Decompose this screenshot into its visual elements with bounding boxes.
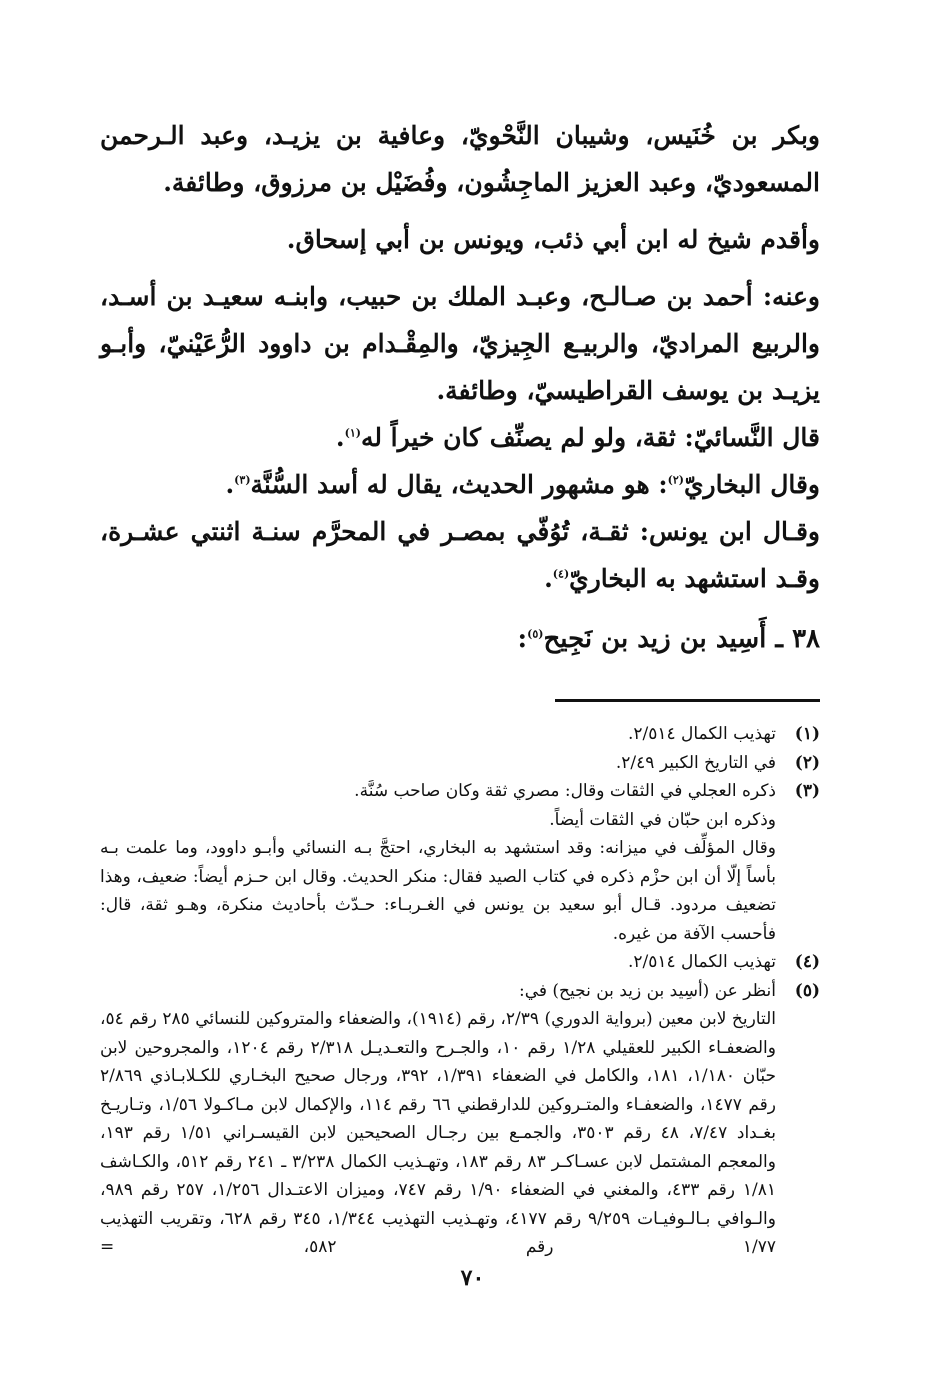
footnote-separator (555, 699, 820, 702)
footnote-5 (100, 977, 820, 1262)
footnote-number: (١) (794, 724, 820, 744)
footnote-2 (100, 749, 820, 778)
footnote-1 (100, 720, 820, 749)
footnote-number: (٤) (794, 952, 820, 972)
book-page (100, 112, 820, 1262)
paragraph-ibn-yunus: وقـال ابن يونس: ثقـة، تُوُفّي بمصـر في المحرَّم سنـة اثنتي عشـرة، وقـد استشهد به البخاريّ$^{(٤)}$. (100, 517, 820, 593)
paragraph-nasai: قال النَّسائيّ: ثقة، ولو لم يصنِّف كان خيراً له$^{(١)}$. (335, 423, 820, 452)
bukhari-quote-a: وقال البخاريّ (683, 470, 820, 499)
footnote-number: (٣) (794, 781, 820, 801)
paragraph-oldest-shaykh: وأقدم شيخ له ابن أبي ذئب، ويونس بن أبي إسحاق. (286, 225, 820, 254)
footnotes (100, 720, 820, 1262)
footnote-ref-1[interactable]: (١) (344, 426, 361, 440)
footnote-text: تهذيب الكمال ٢/٥١٤. (627, 952, 776, 972)
paragraph-students: وعنه: أحمد بن صـالـح، وعبـد الملك بن حبيب، وابنـه سعيـد بن أسـد، والربيع المراديّ، والربيـع الجِيزيّ، والمِقْـدام بن داوود الرُّعَيْنيّ، وأبـو يزيـد بن يوسف القراطيسيّ، وطائفة. (100, 282, 820, 405)
footnote-number: (٢) (794, 752, 820, 773)
entry-heading-text: ٣٨ ـ أَسِيد بن زيد بن نَجِيح (543, 624, 820, 654)
paragraph-bukhari: وقال البخاريّ$^{(٢)}$: هو مشهور الحديث، يقال له أسد السُّنَّة$^{(٣)}$. (225, 470, 820, 499)
footnote-3 (100, 777, 820, 948)
footnote-sources: التاريخ لابن معين (برواية الدوري) ٢/٣٩، رقم (١٩١٤)، والضعفاء والمتروكين للنسائي ٢٨٥ رقم ٥٤، والضعفـاء الكبير للعقيلي ١/٢٨ رقم ١٠، والجـرح والتعـديـل ٢/٣١٨ رقم ١٢٠٤، والمجروحين لابن حبّان ١/١٨٠، ١٨١، والكامل في الضعفاء ١/٣٩١، ٣٩٢، ورجال صحيح البخـاري للكـلابـاذي ٢/٨٦٩ رقم ١٤٧٧، والضعفـاء والمتـروكين للدارقطني ٦٦ رقم ١١٤، والإكمال لابن مـاكـولا ١/٥٦، وتـاريـخ بغـداد ٧/٤٧، ٤٨ رقم ٣٥٠٣، والجمـع بين رجـال الصحيحين لابن القيسـراني ١/٥١ رقم ١٩٣، والمعجم المشتمل لابن عسـاكـر ٨٣ رقم ١٨٣، وتهـذيب الكمال ٣/٢٣٨ ـ ٢٤١ رقم ٥١٢، والكـاشف ١/٨١ رقم ٤٣٣، والمغني في الضعفاء ١/٩٠ رقم ٧٤٧، وميزان الاعتـدال ١/٢٥٦، ٢٥٧ رقم ٩٨٩، والـوافي بـالـوفيـات ٩/٢٥٩ رقم ٤١٧٧، وتهـذيب التهذيب ١/٣٤٤، ٣٤٥ رقم ٦٢٨، وتقريب التهذيب ١/٧٧ رقم ٥٨٢، = (100, 1009, 777, 1257)
footnote-ref-3[interactable]: (٣) (234, 473, 251, 487)
footnote-text: أنظر عن (أسِيد بن زيد بن نجيح) في: (518, 980, 776, 1001)
nasai-quote: قال النَّسائيّ: ثقة، ولو لم يصنِّف كان خيراً له (360, 423, 820, 452)
entry-heading-38: ٣٨ ـ أَسِيد بن زيد بن نَجِيح$^{(٥)}$: (517, 624, 820, 654)
page-number: ٧٠ (460, 1265, 485, 1291)
footnote-4 (100, 948, 820, 977)
footnote-ref-5[interactable]: (٥) (527, 627, 544, 641)
paragraph-teachers-end: وبكر بن خُنَيس، وشيبان النَّحْويّ، وعافية بن يزيـد، وعبد الـرحمن المسعوديّ، وعبد العزيز الماجِشُون، وفُضَيْل بن مرزوق، وطائفة. (100, 121, 820, 197)
footnote-number: (٥) (794, 980, 820, 1001)
footnote-text: وقال المؤلِّف في ميزانه: وقد استشهد به البخاري، احتجَّ بـه النسائي وأبـو داوود، وما علمت بـه بأساً إلّا أن ابن حزْم ذكره في كتاب الصيد فقال: منكر الحديث. وقال ابن حـزم أيضاً: ضعيف، وهذا تضعيف مردود. قـال أبو سعيد بن يونس في الغـربـاء: حـدّث بأحاديث منكرة، وهـو ثقة، قال: فأحسب الآفة من غيره. (100, 838, 776, 944)
footnote-text: تهذيب الكمال ٢/٥١٤. (627, 724, 776, 744)
footnote-ref-4[interactable]: (٤) (552, 567, 570, 581)
ibn-yunus-quote: وقـال ابن يونس: ثقـة، تُوُفّي بمصـر في المحرَّم سنـة اثنتي عشـرة، وقـد استشهد به البخاريّ (100, 517, 820, 593)
footnote-text: ذكره العجلي في الثقات وقال: مصري ثقة وكان صاحب سُنَّة. (354, 781, 776, 801)
bukhari-quote-b: : هو مشهور الحديث، يقال له أسد السُّنَّة (250, 470, 668, 499)
footnote-text: في التاريخ الكبير ٢/٤٩. (615, 752, 776, 773)
footnote-text: وذكره ابن حبّان في الثقات أيضاً. (549, 809, 776, 830)
footnote-ref-2[interactable]: (٢) (667, 473, 684, 487)
main-text (100, 112, 820, 663)
